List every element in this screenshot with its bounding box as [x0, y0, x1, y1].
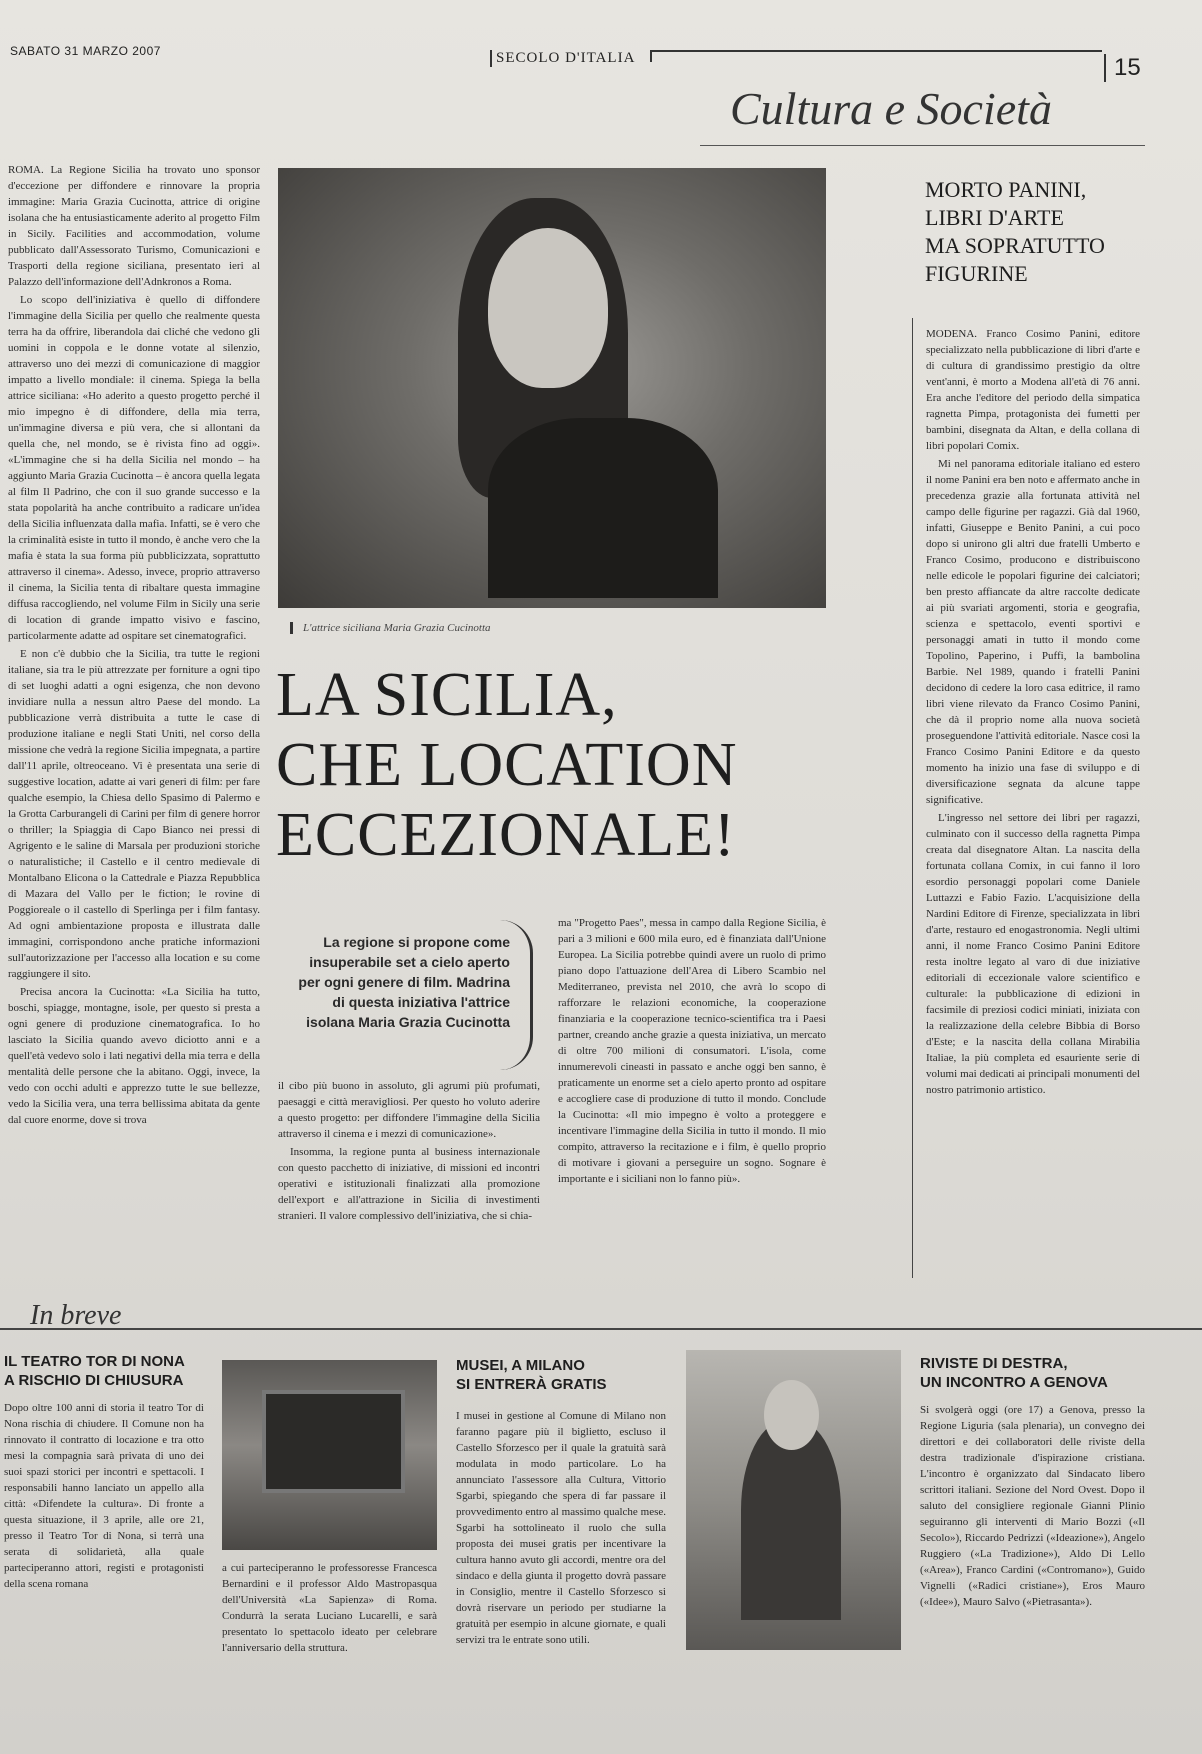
- brief-body: [4, 1400, 204, 1750]
- paragraph: a cui parteciperanno le professoresse Francesca Bernardini e il professor Aldo Mastropasqua dell'Università «La Sapienza» di Roma. Condurrà la serata Luciano Lucarelli, e sarà presentato lo spettacolo ideato per celebrare l'anniversario della struttura.: [222, 1562, 437, 1654]
- header-rule: [650, 50, 1102, 62]
- newspaper-name: SECOLO D'ITALIA: [490, 50, 635, 67]
- headline-line: LA SICILIA,: [276, 661, 618, 729]
- brief-title-line: A RISCHIO DI CHIUSURA: [4, 1372, 184, 1389]
- theatre-photo: [222, 1360, 437, 1550]
- issue-date: SABATO 31 MARZO 2007: [10, 44, 161, 58]
- subhead-bracket: [500, 920, 533, 1070]
- photo-man-shape: [741, 1420, 841, 1620]
- paragraph: Lo scopo dell'iniziativa è quello di diffondere l'immagine della Sicilia per quello che realmente questa terra ha da offrire, liberandola dai cliché che vedono gli uomini in coppola e le donne votate al silenzio, attraverso uno dei mezzi di comunicazione di maggior impatto a livello mondiale: il cinema. Spiega la bella attrice siciliana: «Ho aderito a questo progetto perché il mio impegno è di diffondere, della mia terra, un'immagine diversa e più vera, che si allontani da quella che, nel mondo, se è rivista fino ad oggi». «L'immagine che si ha della Sicilia nel mondo – ha aggiunto Maria Grazia Cucinotta – è ancora quella legata al film Il Padrino, che con il suo grande successo e la stata popolarità ha anche contribuito a radicare un'idea della Sicilia influenzata dalla mafia. Infatti, se è vero che la criminalità esiste in tutto il mondo, è anche vero che la mafia è stata la sua forma più pubblicizzata, soprattutto attraverso il cinema». Adesso, invece, proprio attraverso il cinema, la Sicilia tenta di ribaltare questa immagine diffusa raccogliendo, nel volume Film in Sicily una serie di location di grande impatto visivo e fascino, particolarmente adatte ad ospitare set cinematografici.: [8, 294, 260, 642]
- paragraph: il cibo più buono in assoluto, gli agrumi più profumati, paesaggi e città meravigliosi. Per questo ho voluto aderire a questo progetto: per diffondere l'immagine della Sicilia attraverso il cinema e i mezzi di comunicazione».: [278, 1080, 540, 1140]
- main-headline: [276, 660, 836, 870]
- photo-caption: L'attrice siciliana Maria Grazia Cucinotta: [290, 622, 803, 634]
- paragraph: E non c'è dubbio che la Sicilia, tra tutte le regioni italiane, sia tra le più attrezzate per forniture a ogni tipo di set luoghi adatti a ogni esigenza, che non devono invidiare nulla a nessun altro Paese del mondo. La pubblicazione verrà distribuita a tutte le case di produzione italiane e negli Stati Uniti, nel corso della missione che vedrà la regione Sicilia impegnata, a partire dall'11 aprile, oltreoceano. Vi è presentata una serie di suggestive location, adatte ai vari generi di film: per fare qualche esempio, la Chiesa dello Spasimo di Palermo e la Grotta Carburangeli di Carini per film di genere horror o thriller; la Spiaggia di Capo Bianco nei pressi di Agrigento e le saline di Marsala per produzioni storiche o naturalistiche; il Castello e il centro medievale di Montalbano Elicona o la Cattedrale e Piazza Repubblica di Mazara del Vallo per le fiction; le rovine di Poggioreale o il castello di Sperlinga per i film fantasy. Ad ogni ambientazione proposta e illustrata dalle immagini, corrispondono anche pratiche informazioni sull'autorizzazione per l'accesso alla location e su come raggiungere il sito.: [8, 648, 260, 980]
- brief-title: [4, 1352, 204, 1390]
- side-article-title: [925, 176, 1155, 288]
- paragraph: Insomma, la regione punta al business internazionale con questo pacchetto di iniziative, di missioni ed incontri operativi e istituzionali finalizzati alla promozione dell'export e all'attrazione in Sicilia di investimenti stranieri. Il valore complessivo dell'iniziativa, che si chia-: [278, 1146, 540, 1222]
- section-rule: [700, 145, 1145, 146]
- paragraph: ma "Progetto Paes", messa in campo dalla Regione Sicilia, è pari a 3 milioni e 600 mila euro, ed è finanziata dall'Unione Europea. La Sicilia potrebbe quindi avere un ruolo di primo piano dopo l'attuazione dell'Area di Libero Scambio nel Mediterraneo, prevista nel 2010, che avrà lo scopo di rafforzare le relazioni economiche, la cooperazione finanziaria e la cooperazione tecnico-scientifica tra i Paesi partner, creando anche grazie a questa iniziativa, un mercato di oltre 700 milioni di consumatori. L'isola, come innumerevoli cineasti in passato e anche oggi ben sanno, è praticamente un enorme set a cielo aperto pronto ad ospitare e accogliere case di produzione di tutto il mondo. Conclude la Cucinotta: «Il mio impegno è volto a proteggere e incentivare l'immagine della Sicilia in tutto il mondo. Il mio compito, attraverso la recitazione e i film, è quello proprio di motivare i giovani a perseguire un sogno. Sognare è importante e i siciliani non lo fanno più».: [558, 917, 826, 1185]
- brief-title-line: SI ENTRERÀ GRATIS: [456, 1376, 607, 1393]
- main-article-column-2: [278, 1078, 540, 1273]
- side-column-rule: [912, 318, 913, 1278]
- paragraph: ROMA. La Regione Sicilia ha trovato uno sponsor d'eccezione per diffondere e rinnovare la propria immagine: Maria Grazia Cucinotta, attrice di origine isolana che ha entusiasticamente aderito al progetto Film in Sicily. Facilities and accommodation, volume pubblicato dall'Assessorato Turismo, Comunicazioni e Trasporti della regione siciliana, presentato ieri al Palazzo dell'informazione dell'Adnkronos a Roma.: [8, 164, 260, 288]
- photo-face-shape: [488, 228, 608, 388]
- actress-photo: [278, 168, 826, 608]
- brief-body-continued: [222, 1560, 437, 1750]
- main-article-column-3: [558, 915, 826, 1275]
- paragraph: Dopo oltre 100 anni di storia il teatro Tor di Nona rischia di chiudere. Il Comune non ha rinnovato il contratto di locazione e tra otto mesi la compagnia sarà privata di uno dei suoi spazi storici per incontri e spettacoli. I responsabili hanno lanciato un appello alla città: «Difendete la cultura». Di fronte a questa situazione, il 3 aprile, alle ore 21, presso il Teatro Tor di Nona, si terrà una serata di solidarietà, alla quale parteciperanno attori, registi e protagonisti della scena romana: [4, 1402, 204, 1590]
- paragraph: Mi nel panorama editoriale italiano ed estero il nome Panini era ben noto e affermato anche in precedenza grazie alla fortunata attività nel campo delle figurine per ragazzi. Già dal 1960, infatti, Giuseppe e Benito Panini, a cui poco dopo si unirono gli altri due fratelli Umberto e Franco Cosimo, producono e distribuiscono nelle edicole le popolari figurine dei calciatori; ben presto affiancate da altre raccolte dedicate ai più svariati argomenti, storia e geografia, scienza e spettacolo, eventi sportivi e personaggi amati in tutto il mondo come Topolino, Paperino, i Puffi, la bambolina Barbie. Nel 1989, quando i fratelli Panini decidono di cedere la loro casa editrice, il ramo libri viene rilevato da Franco Cosimo Panini, che dà il proprio nome alla nuova società proseguendone l'attività editoriale. Nasce così la Franco Cosimo Panini Editore e da questo momento ha inizio una fase di sviluppo e di diversificazione segnata da alcune tappe significative.: [926, 458, 1140, 806]
- brief-title-line: UN INCONTRO A GENOVA: [920, 1374, 1108, 1391]
- brief-title: [920, 1354, 1160, 1392]
- briefs-rule: [0, 1328, 1202, 1330]
- brief-body: [920, 1402, 1145, 1750]
- side-title-line: MORTO PANINI,: [925, 177, 1087, 202]
- paragraph: MODENA. Franco Cosimo Panini, editore specializzato nella pubblicazione di libri d'arte e di cultura di grandissimo prestigio da oltre vent'anni, è morto a Modena all'età di 76 anni. Era anche l'editore del periodo della simpatica ragnetta Pimpa, protagonista dei fumetti per bambini, disegnata da Altan, e della collana di libri popolari Comix.: [926, 328, 1140, 452]
- portrait-photo: [686, 1350, 901, 1650]
- main-article-column-1: [8, 162, 260, 1272]
- headline-line: CHE LOCATION: [276, 731, 738, 799]
- side-title-line: MA SOPRATUTTO: [925, 233, 1105, 258]
- paragraph: Precisa ancora la Cucinotta: «La Sicilia ha tutto, boschi, spiagge, montagne, isole, per questo si presta a ogni genere di produzione cinematografica. Io ho lasciato la Sicilia quando avevo diciotto anni e a quell'età vedevo solo i lati negativi della mia terra e della mentalità delle persone che la abitano. Oggi, invece, la vedo con occhi adulti e apprezzo tutte le sue bellezze, vedo la Sicilia vera, una terra bellissima abitata da gente dal cuore enorme, dove si trova: [8, 986, 260, 1126]
- paragraph: Si svolgerà oggi (ore 17) a Genova, presso la Regione Liguria (sala plenaria), un convegno dei direttori e dei collaboratori delle riviste della destra tradizionale d'ispirazione cristiana. L'incontro è organizzato dal Sindacato libero scrittori italiani. Sezione del Nord Ovest. Dopo il saluto del consigliere regionale Gianni Plinio seguiranno gli interventi di Mario Bozzi («Il Secolo»), Riccardo Pedrizzi («Ideazione»), Angelo Ruggiero («La Tradizione»), Aldo Di Lello («Area»), Franco Cardini («Contromano»), Guido Vignelli («Radici cristiane»), Eros Mauro («Idee»), Mauro Salvo («Pietrasanta»).: [920, 1404, 1145, 1608]
- brief-title: [456, 1356, 656, 1394]
- photo-stage-shape: [262, 1390, 405, 1493]
- brief-title-line: RIVISTE DI DESTRA,: [920, 1355, 1068, 1372]
- section-title: Cultura e Società: [730, 83, 1052, 134]
- brief-title-line: IL TEATRO TOR DI NONA: [4, 1353, 185, 1370]
- photo-body-shape: [488, 418, 718, 598]
- side-article-body: [926, 326, 1140, 1276]
- headline-line: ECCEZIONALE!: [276, 801, 736, 869]
- article-subhead: La regione si propone come insuperabile set a cielo aperto per ogni genere di film. Madrina di questa iniziativa l'attrice isolana Maria Grazia Cucinotta: [298, 934, 510, 1030]
- side-title-line: FIGURINE: [925, 261, 1028, 286]
- brief-title-line: MUSEI, A MILANO: [456, 1357, 585, 1374]
- side-title-line: LIBRI D'ARTE: [925, 205, 1064, 230]
- page-number: 15: [1104, 54, 1141, 82]
- brief-body: [456, 1408, 666, 1748]
- paragraph: I musei in gestione al Comune di Milano non faranno pagare più il biglietto, escluso il Castello Sforzesco per il quale la gratuità sarà modulata in modo particolare. Lo ha annunciato l'assessore alla Cultura, Vittorio Sgarbi, spiegando che spera di far passare il provvedimento entro al massimo qualche mese. Sgarbi ha sottolineato il ruolo che sulla proposta dei musei gratis per incentivare la cultura hanno avuto gli accordi, mentre ora del sindaco e della giunta il progetto dovrà passare in Consiglio, mentre il Castello Sforzesco si dovrà riservare un periodo per studiarne la gratuità per esempio in alcune giornate, e quali servizi tra le entrate sono utili.: [456, 1410, 666, 1646]
- photo-head-shape: [764, 1380, 819, 1450]
- paragraph: L'ingresso nel settore dei libri per ragazzi, culminato con il successo della ragnetta Pimpa creata dal disegnatore Altan. La nascita della fortunata collana Comix, in cui fanno il loro esordio personaggi popolari come Daniele Luttazzi e Fabio Fazio. L'acquisizione della Nardini Editore di Firenze, specializzata in libri d'arte, restauro ed enogastronomia. Negli ultimi anni, il nome Franco Cosimo Panini Editore resta inoltre legato al varo di due iniziative editoriali di eccezionale valore scientifico e culturale: la pubblicazione di edizioni in facsimile di preziosi codici miniati, iniziata con la realizzazione della celebre Bibbia di Borso d'Este; e la nascita della collana Mirabilia Italiae, la più completa ed esauriente serie di volumi mai dedicati ai principali monumenti del nostro patrimonio artistico.: [926, 812, 1140, 1096]
- briefs-tag: In breve: [30, 1300, 122, 1331]
